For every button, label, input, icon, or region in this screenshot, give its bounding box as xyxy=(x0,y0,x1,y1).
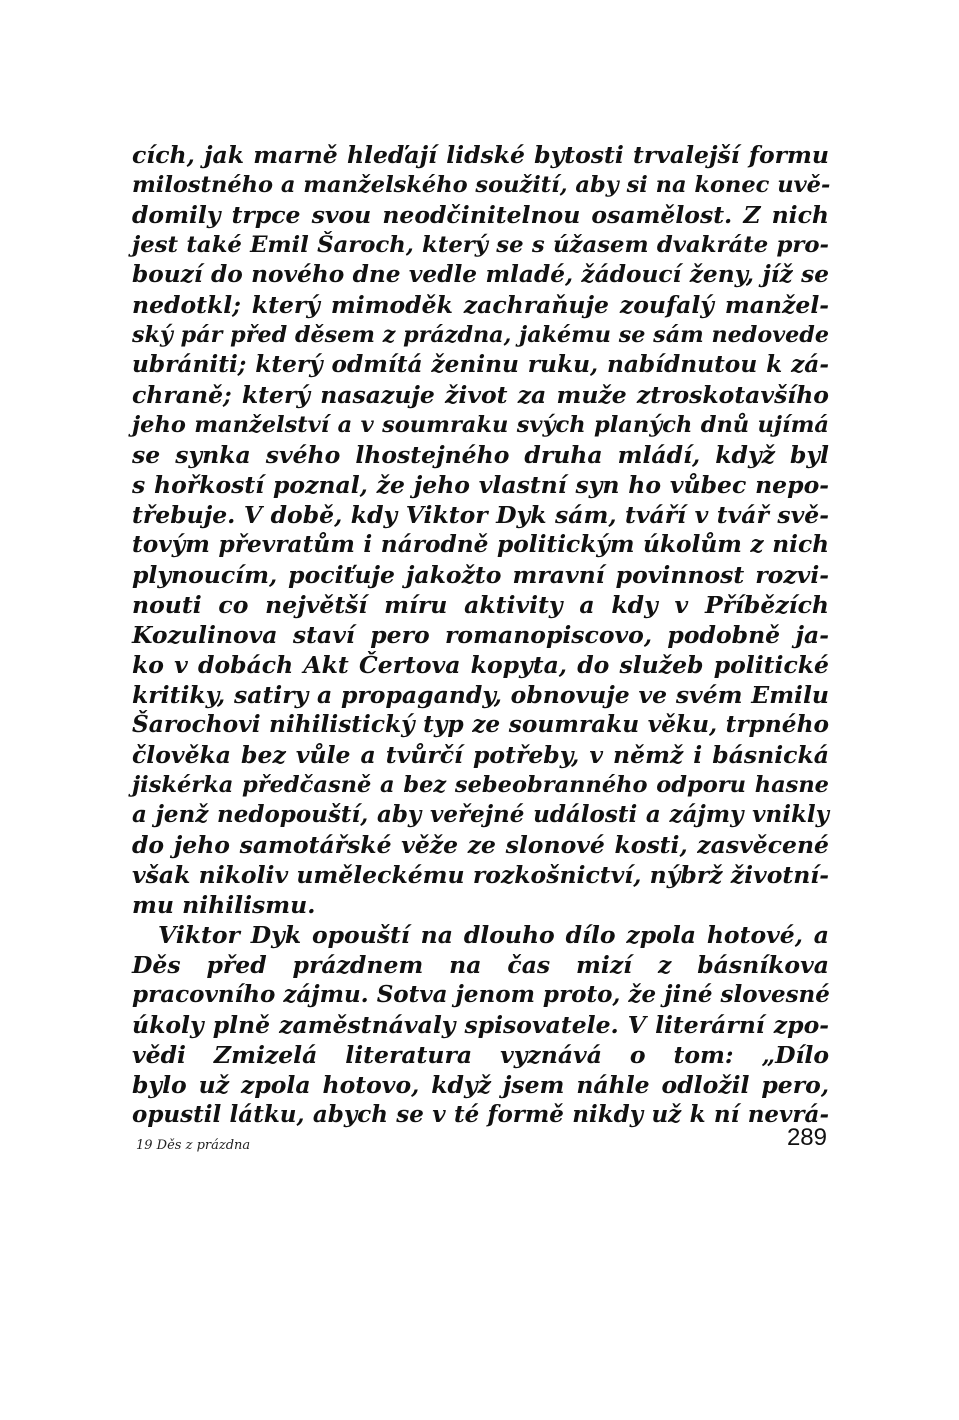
text-line: Děs před prázdnem na čas mizí z básníkova xyxy=(132,951,829,979)
text-line: ko v dobách Akt Čertova kopyta, do služeb politické xyxy=(132,651,829,679)
text-line: ubrániti; který odmítá ženinu ruku, nabídnutou k zá- xyxy=(132,351,829,378)
text-line: člověka bez vůle a tvůrčí potřeby, v němž i básnická xyxy=(132,741,829,769)
body-text xyxy=(132,140,829,1130)
text-line: domily trpce svou neodčinitelnou osamělost. Z nich xyxy=(132,201,829,229)
text-line: pracovního zájmu. Sotva jenom proto, že jiné slovesné xyxy=(132,981,830,1008)
text-line: nouti co největší míru aktivity a kdy v Příbězích xyxy=(132,591,829,619)
paragraph-start-line: Viktor Dyk opouští na dlouho dílo zpola hotové, a xyxy=(158,921,829,949)
text-line: třebuje. V době, kdy Viktor Dyk sám, tváří v tvář svě- xyxy=(132,501,829,529)
page-number: 289 xyxy=(786,1124,827,1151)
text-line: mu nihilismu. xyxy=(132,891,316,919)
text-line: však nikoliv uměleckému rozkošnictví, nýbrž životní- xyxy=(132,861,829,889)
text-line: nedotkl; který mimoděk zachraňuje zoufalý manžel- xyxy=(132,291,829,319)
text-line: ský pár před děsem z prázdna, jakému se sám nedovede xyxy=(132,322,829,348)
text-line: s hořkostí poznal, že jeho vlastní syn ho vůbec nepo- xyxy=(132,471,829,499)
text-line: plynoucím, pociťuje jakožto mravní povinnost rozvi- xyxy=(132,561,829,589)
text-line: jeho manželství a v soumraku svých planých dnů ujímá xyxy=(132,412,829,438)
text-line: úkoly plně zaměstnávaly spisovatele. V literární zpo- xyxy=(132,1011,829,1039)
text-line: milostného a manželského soužití, aby si na konec uvě- xyxy=(132,172,831,198)
text-line: cích, jak marně hleďají lidské bytosti trvalejší formu xyxy=(132,141,829,169)
text-line: Kozulinova staví pero romanopiscovo, podobně ja- xyxy=(132,621,829,649)
text-line: jiskérka předčasně a bez sebeobranného odporu hasne xyxy=(132,772,829,798)
text-line: bylo už zpola hotovo, když jsem náhle odložil pero, xyxy=(132,1071,829,1099)
text-line: Šarochovi nihilistický typ ze soumraku věku, trpného xyxy=(132,711,829,738)
text-line: vědi Zmizelá literatura vyznává o tom: „Dílo xyxy=(132,1041,829,1069)
text-line: jest také Emil Šaroch, který se s úžasem dvakráte pro- xyxy=(132,232,829,258)
text-line: chraně; který nasazuje život za muže ztroskotavšího xyxy=(132,381,829,409)
text-line: a jenž nedopouští, aby veřejné události a zájmy vnikly xyxy=(132,801,829,828)
text-line: kritiky, satiry a propagandy, obnovuje ve svém Emilu xyxy=(132,681,829,709)
text-line: do jeho samotářské věže ze slonové kosti, zasvěcené xyxy=(132,831,829,859)
text-line: opustil látku, abych se v té formě nikdy už k ní nevrá- xyxy=(132,1101,829,1128)
text-line: se synka svého lhostejného druha mládí, když byl xyxy=(132,441,829,469)
text-line: bouzí do nového dne vedle mladé, žádoucí ženy, jíž se xyxy=(132,261,829,288)
text-line: tovým převratům i národně politickým úkolům z nich xyxy=(132,531,829,558)
footer-signature: 19 Děs z prázdna xyxy=(136,1138,251,1153)
